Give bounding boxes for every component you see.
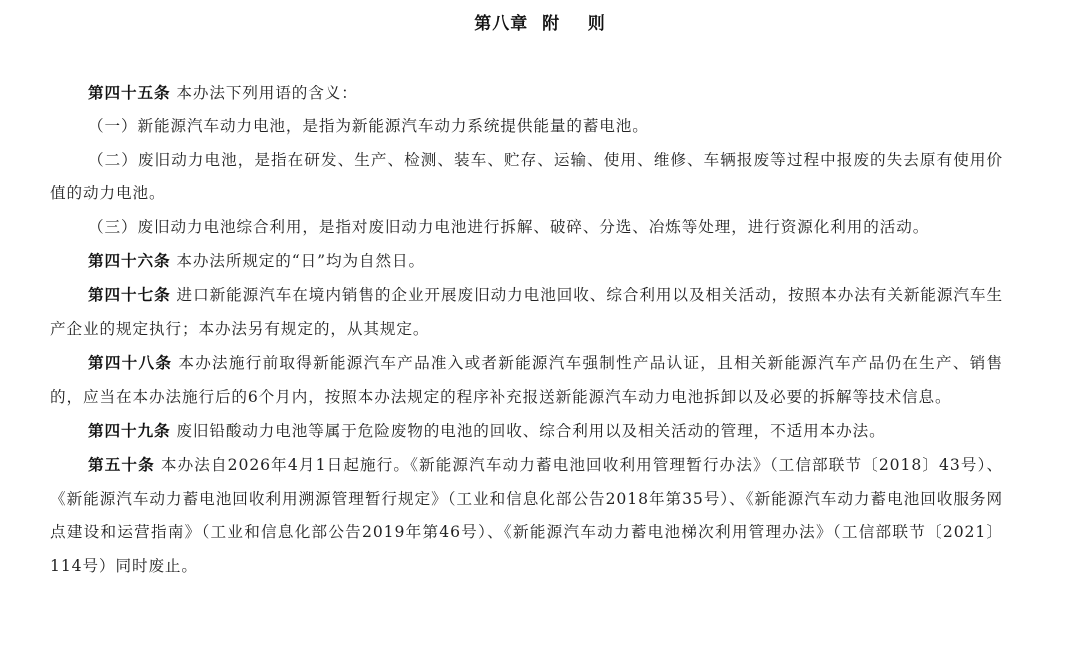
article-45 xyxy=(50,76,1003,110)
definition-text: （一）新能源汽车动力电池，是指为新能源汽车动力系统提供能量的蓄电池。 xyxy=(88,117,649,136)
article-number: 第四十五条 xyxy=(88,83,171,102)
article-46 xyxy=(50,244,1003,278)
article-text: 本办法施行前取得新能源汽车产品准入或者新能源汽车强制性产品认证，且相关新能源汽车产品仍在生产、销售的，应当在本办法施行后的6个月内，按照本办法规定的程序补充报送新能源汽车动力电池拆卸以及必要的拆解等技术信息。 xyxy=(50,354,1003,406)
definition-text: （二）废旧动力电池，是指在研发、生产、检测、装车、贮存、运输、使用、维修、车辆报废等过程中报废的失去原有使用价值的动力电池。 xyxy=(50,150,1003,203)
definition-item-3 xyxy=(50,211,1003,244)
definition-item-1 xyxy=(50,110,1003,143)
article-text: 废旧铅酸动力电池等属于危险废物的电池的回收、综合利用以及相关活动的管理，不适用本办法。 xyxy=(170,422,886,441)
definition-text: （三）废旧动力电池综合利用，是指对废旧动力电池进行拆解、破碎、分选、冶炼等处理，进行资源化利用的活动。 xyxy=(88,217,930,236)
article-number: 第四十六条 xyxy=(88,251,171,271)
article-text: 本办法所规定的“日”均为自然日。 xyxy=(170,252,425,271)
article-50 xyxy=(50,448,1003,583)
definition-item-2 xyxy=(50,144,1003,211)
article-text: 进口新能源汽车在境内销售的企业开展废旧动力电池回收、综合利用以及相关活动，按照本办法有关新能源汽车生产企业的规定执行；本办法另有规定的，从其规定。 xyxy=(50,286,1003,338)
article-number: 第五十条 xyxy=(88,455,155,475)
article-number: 第四十八条 xyxy=(88,353,173,373)
chapter-body xyxy=(50,76,1003,583)
chapter-title: 第八章 附 则 xyxy=(474,14,606,34)
article-text: 本办法自2026年4月1日起施行。《新能源汽车动力蓄电池回收利用管理暂行办法》（工信部联节〔2018〕43号）、《新能源汽车动力蓄电池回收利用溯源管理暂行规定》（工业和信息化部公告2018年第35号）、《新能源汽车动力蓄电池回收服务网点建设和运营指南》（工业和信息化部公告2019年第46号）、《新能源汽车动力蓄电池梯次利用管理办法》（工信部联节〔2021〕114号）同时废止。 xyxy=(50,456,1003,575)
article-number: 第四十九条 xyxy=(88,421,171,441)
article-text: 本办法下列用语的含义： xyxy=(170,84,358,102)
article-number: 第四十七条 xyxy=(88,285,171,305)
article-47 xyxy=(50,278,1003,346)
article-48 xyxy=(50,346,1003,414)
article-49 xyxy=(50,414,1003,448)
